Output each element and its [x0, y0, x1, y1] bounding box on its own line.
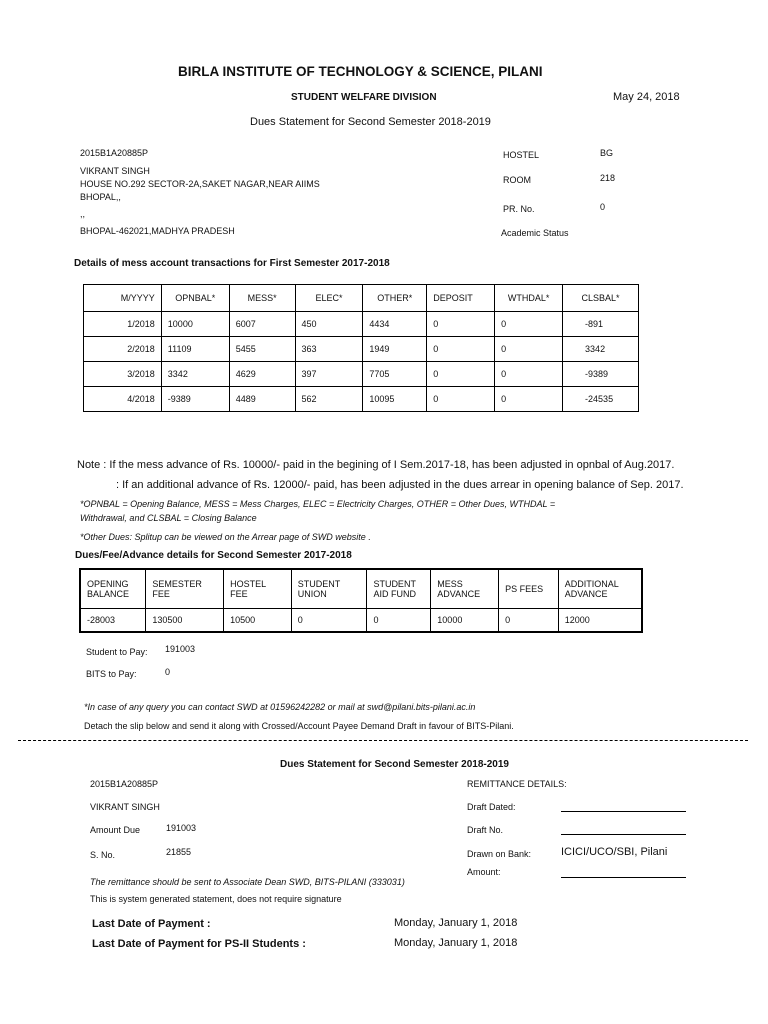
draft-dated-label: Draft Dated: [467, 802, 516, 812]
dues-header-cell [558, 569, 642, 609]
legend-line-1: *OPNBAL = Opening Balance, MESS = Mess Charges, ELEC = Electricity Charges, OTHER = Other Dues, WTHDAL = [80, 499, 556, 509]
dues-cell: 0 [367, 609, 431, 633]
dues-header-line: ADDITIONAL [564, 579, 619, 589]
mess-header-row [84, 285, 639, 312]
dues-cell: 10500 [224, 609, 292, 633]
dues-header-line: HOSTEL [230, 579, 267, 589]
amount-label: Amount: [467, 867, 501, 877]
pr-value: 0 [600, 202, 606, 212]
ps-last-date-value: Monday, January 1, 2018 [394, 937, 518, 949]
dues-header-line: OPENING [87, 579, 129, 589]
mess-cell: -9389 [563, 362, 639, 387]
table-row [84, 337, 639, 362]
mess-cell: 4489 [229, 387, 295, 412]
room-label: ROOM [503, 175, 531, 185]
address-line-2: BHOPAL,, [80, 192, 121, 202]
detach-instruction: Detach the slip below and send it along with Crossed/Account Payee Demand Draft in favour of BITS-Pilani. [84, 721, 514, 731]
mess-cell: 0 [427, 362, 495, 387]
system-generated-note: This is system generated statement, does not require signature [90, 894, 342, 904]
table-row [84, 387, 639, 412]
last-date-label: Last Date of Payment : [92, 918, 211, 930]
mess-header-cell: WTHDAL* [495, 285, 563, 312]
dues-header-line: ADVANCE [437, 589, 481, 599]
amount-line [561, 877, 686, 878]
dues-header-line: FEE [152, 589, 170, 599]
mess-cell: 0 [427, 387, 495, 412]
mess-cell: 4/2018 [84, 387, 162, 412]
student-to-pay-value: 191003 [165, 644, 196, 654]
mess-cell: 0 [427, 312, 495, 337]
mess-header-cell: DEPOSIT [427, 285, 495, 312]
mess-header-cell: MESS* [229, 285, 295, 312]
dues-header-line: STUDENT [297, 579, 341, 589]
amount-due-value: 191003 [166, 823, 197, 833]
mess-table [83, 284, 639, 412]
dues-header-cell [499, 569, 559, 609]
dues-header-line: STUDENT [373, 579, 416, 589]
hostel-label: HOSTEL [503, 150, 540, 160]
room-value: 218 [600, 173, 616, 183]
mess-cell: 10095 [363, 387, 427, 412]
slip-title: Dues Statement for Second Semester 2018-2019 [280, 759, 509, 770]
mess-cell: 0 [495, 337, 563, 362]
mess-header-cell: ELEC* [295, 285, 363, 312]
last-date-value: Monday, January 1, 2018 [394, 917, 518, 929]
remittance-title: REMITTANCE DETAILS: [467, 779, 567, 789]
pr-label: PR. No. [503, 204, 535, 214]
detach-cut-line [18, 740, 748, 741]
bits-to-pay-label: BITS to Pay: [86, 669, 137, 679]
query-contact-note: *In case of any query you can contact SWD at 01596242282 or mail at swd@pilani.bits-pilani.ac.in [84, 702, 476, 712]
mess-cell: 10000 [161, 312, 229, 337]
dues-cell: 0 [499, 609, 559, 633]
mess-cell: 7705 [363, 362, 427, 387]
mess-header-cell: OTHER* [363, 285, 427, 312]
draft-no-line [561, 834, 686, 835]
amount-due-label: Amount Due [90, 825, 141, 835]
slip-student-id: 2015B1A20885P [90, 779, 159, 789]
slip-student-name: VIKRANT SINGH [90, 802, 160, 812]
dues-header-line: MESS [437, 579, 463, 589]
dues-table [79, 568, 643, 633]
mess-cell: 562 [295, 387, 363, 412]
institute-title: BIRLA INSTITUTE OF TECHNOLOGY & SCIENCE, PILANI [178, 64, 543, 79]
dues-cell: 12000 [558, 609, 642, 633]
dues-header-cell [291, 569, 367, 609]
dues-header-line: UNION [297, 589, 327, 599]
remittance-note: The remittance should be sent to Associate Dean SWD, BITS-PILANI (333031) [90, 877, 405, 887]
table-row [84, 312, 639, 337]
dues-cell: 10000 [431, 609, 499, 633]
bits-to-pay-value: 0 [165, 667, 171, 677]
statement-title: Dues Statement for Second Semester 2018-2019 [250, 116, 491, 128]
draft-dated-line [561, 811, 686, 812]
address-line-4: BHOPAL-462021,MADHYA PRADESH [80, 226, 235, 236]
hostel-value: BG [600, 148, 614, 158]
student-name: VIKRANT SINGH [80, 166, 150, 176]
mess-cell: 6007 [229, 312, 295, 337]
mess-cell: 0 [427, 337, 495, 362]
student-id: 2015B1A20885P [80, 148, 149, 158]
mess-cell: -9389 [161, 387, 229, 412]
mess-cell: 0 [495, 312, 563, 337]
mess-cell: 1949 [363, 337, 427, 362]
draft-no-label: Draft No. [467, 825, 504, 835]
note-mess-advance: Note : If the mess advance of Rs. 10000/- paid in the begining of I Sem.2017-18, has been adjusted in opnbal of Aug.2017. [77, 459, 675, 471]
dues-cell: 130500 [146, 609, 224, 633]
mess-cell: 0 [495, 362, 563, 387]
mess-cell: 3342 [563, 337, 639, 362]
mess-cell: -24535 [563, 387, 639, 412]
dues-cell: -28003 [80, 609, 146, 633]
dues-header-cell [146, 569, 224, 609]
mess-cell: 3342 [161, 362, 229, 387]
table-row [80, 609, 642, 633]
dues-header-line: ADVANCE [564, 589, 608, 599]
legend-line-2: Withdrawal, and CLSBAL = Closing Balance [80, 513, 257, 523]
drawn-on-value: ICICI/UCO/SBI, Pilani [561, 846, 668, 858]
address-line-3: ,, [80, 209, 86, 219]
sno-value: 21855 [166, 847, 192, 857]
mess-cell: 2/2018 [84, 337, 162, 362]
mess-section-title: Details of mess account transactions for First Semester 2017-2018 [74, 258, 390, 269]
dues-header-line: SEMESTER [152, 579, 202, 589]
note-additional-advance: : If an additional advance of Rs. 12000/- paid, has been adjusted in the dues arrear in opening balance of Sep. 2017. [116, 479, 684, 491]
dues-header-line: AID FUND [373, 589, 416, 599]
division-title: STUDENT WELFARE DIVISION [291, 92, 437, 103]
mess-cell: 397 [295, 362, 363, 387]
mess-cell: 450 [295, 312, 363, 337]
dues-header-row [80, 569, 642, 609]
ps-last-date-label: Last Date of Payment for PS-II Students : [92, 938, 306, 950]
mess-cell: 5455 [229, 337, 295, 362]
dues-header-line: PS FEES [505, 584, 544, 594]
student-to-pay-label: Student to Pay: [86, 647, 148, 657]
dues-cell: 0 [291, 609, 367, 633]
mess-header-cell: OPNBAL* [161, 285, 229, 312]
drawn-on-label: Drawn on Bank: [467, 849, 532, 859]
address-line-1: HOUSE NO.292 SECTOR-2A,SAKET NAGAR,NEAR AIIMS [80, 179, 320, 189]
mess-cell: -891 [563, 312, 639, 337]
mess-cell: 11109 [161, 337, 229, 362]
dues-header-line: FEE [230, 589, 248, 599]
table-row [84, 362, 639, 387]
mess-header-cell: CLSBAL* [563, 285, 639, 312]
dues-header-cell [224, 569, 292, 609]
dues-section-title: Dues/Fee/Advance details for Second Semester 2017-2018 [75, 550, 352, 561]
mess-cell: 0 [495, 387, 563, 412]
dues-header-cell [431, 569, 499, 609]
statement-date: May 24, 2018 [613, 91, 680, 103]
dues-header-cell [367, 569, 431, 609]
academic-status-label: Academic Status [501, 228, 569, 238]
mess-cell: 363 [295, 337, 363, 362]
mess-cell: 4629 [229, 362, 295, 387]
dues-header-line: BALANCE [87, 589, 130, 599]
dues-header-cell [80, 569, 146, 609]
sno-label: S. No. [90, 850, 116, 860]
other-dues-note: *Other Dues: Splitup can be viewed on the Arrear page of SWD website . [80, 532, 371, 542]
mess-cell: 4434 [363, 312, 427, 337]
mess-header-cell: M/YYYY [84, 285, 162, 312]
mess-cell: 1/2018 [84, 312, 162, 337]
mess-cell: 3/2018 [84, 362, 162, 387]
